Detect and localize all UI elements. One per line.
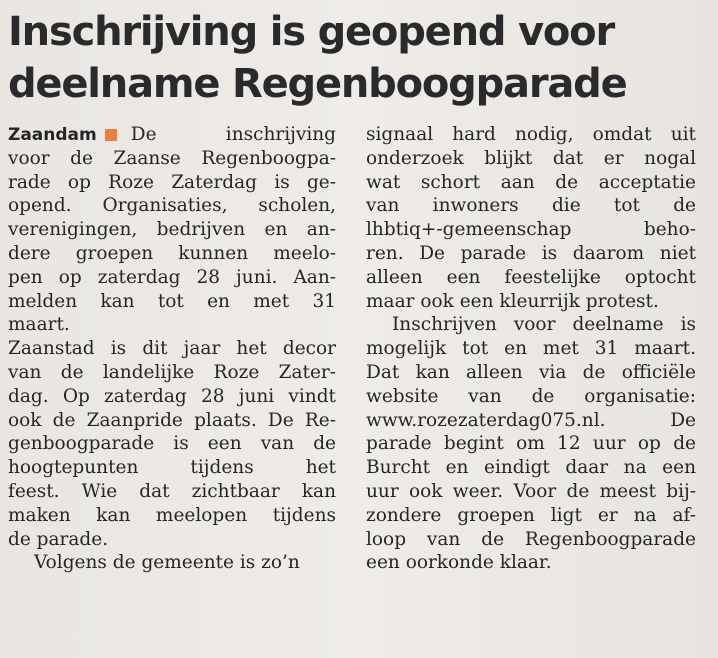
article-line: dag. Op zaterdag 28 juni vindt bbox=[8, 385, 336, 407]
article-line: feest. Wie dat zichtbaar kan bbox=[8, 480, 336, 502]
article-line: pen op zaterdag 28 juni. Aan- bbox=[8, 266, 336, 288]
article-line: website van de organisatie: bbox=[366, 385, 696, 407]
article-line: lhbtiq+-gemeenschap beho- bbox=[366, 219, 696, 241]
article-line: Inschrijven voor deelname is bbox=[392, 314, 696, 336]
article-line: rade op Roze Zaterdag is ge- bbox=[8, 171, 336, 193]
article-line: signaal hard nodig, omdat uit bbox=[366, 124, 696, 145]
article-line: Burcht en eindigt daar na een bbox=[366, 457, 696, 479]
article-line: van de landelijke Roze Zater- bbox=[8, 361, 336, 383]
article-line: verenigingen, bedrijven en an- bbox=[8, 219, 336, 241]
article-line: ren. De parade is daarom niet bbox=[366, 242, 696, 264]
article-column-left bbox=[8, 123, 336, 575]
article-line: Zaandam De inschrijving bbox=[8, 124, 336, 145]
headline-line-2: deelname Regenboogparade bbox=[8, 61, 627, 107]
article-line: parade begint om 12 uur op de bbox=[366, 433, 696, 455]
article-line: alleen een feestelijke optocht bbox=[366, 266, 696, 288]
article-line: loop van de Regenboogparade bbox=[366, 528, 696, 550]
article-line: maar ook een kleurrijk protest. bbox=[366, 290, 659, 312]
headline bbox=[8, 6, 708, 110]
article-line: opend. Organisaties, scholen, bbox=[8, 195, 336, 217]
article-line: wat schort aan de acceptatie bbox=[366, 171, 696, 193]
article-line: mogelijk tot en met 31 maart. bbox=[366, 338, 696, 360]
article-line: Volgens de gemeente is zo’n bbox=[34, 552, 300, 574]
article-line: maken kan meelopen tijdens bbox=[8, 504, 336, 526]
article-line: Dat kan alleen via de officiële bbox=[366, 361, 696, 383]
article-line: voor de Zaanse Regenboogpa- bbox=[8, 147, 336, 169]
article-line: van inwoners die tot de bbox=[366, 195, 696, 217]
article-line: uur ook weer. Voor de meest bij- bbox=[366, 480, 696, 502]
article-line: maart. bbox=[8, 314, 70, 336]
article-line: hoogtepunten tijdens het bbox=[8, 457, 336, 479]
article-column-right bbox=[366, 123, 696, 575]
article-line: onderzoek blijkt dat er nogal bbox=[366, 147, 696, 169]
square-bullet-icon bbox=[105, 129, 117, 141]
article-line: www.rozezaterdag075.nl. De bbox=[366, 409, 696, 431]
article-line: dere groepen kunnen meelo- bbox=[8, 242, 336, 264]
article-line: ook de Zaanpride plaats. De Re- bbox=[8, 409, 336, 431]
article-line: de parade. bbox=[8, 528, 109, 550]
article-line: Zaanstad is dit jaar het decor bbox=[8, 338, 336, 360]
article-line: zondere groepen ligt er na af- bbox=[366, 504, 696, 526]
headline-line-1: Inschrijving is geopend voor bbox=[8, 9, 614, 55]
article-line: een oorkonde klaar. bbox=[366, 552, 552, 574]
dateline: Zaandam bbox=[8, 125, 97, 145]
article-line: genboogparade is een van de bbox=[8, 433, 336, 455]
article-line: melden kan tot en met 31 bbox=[8, 290, 336, 312]
